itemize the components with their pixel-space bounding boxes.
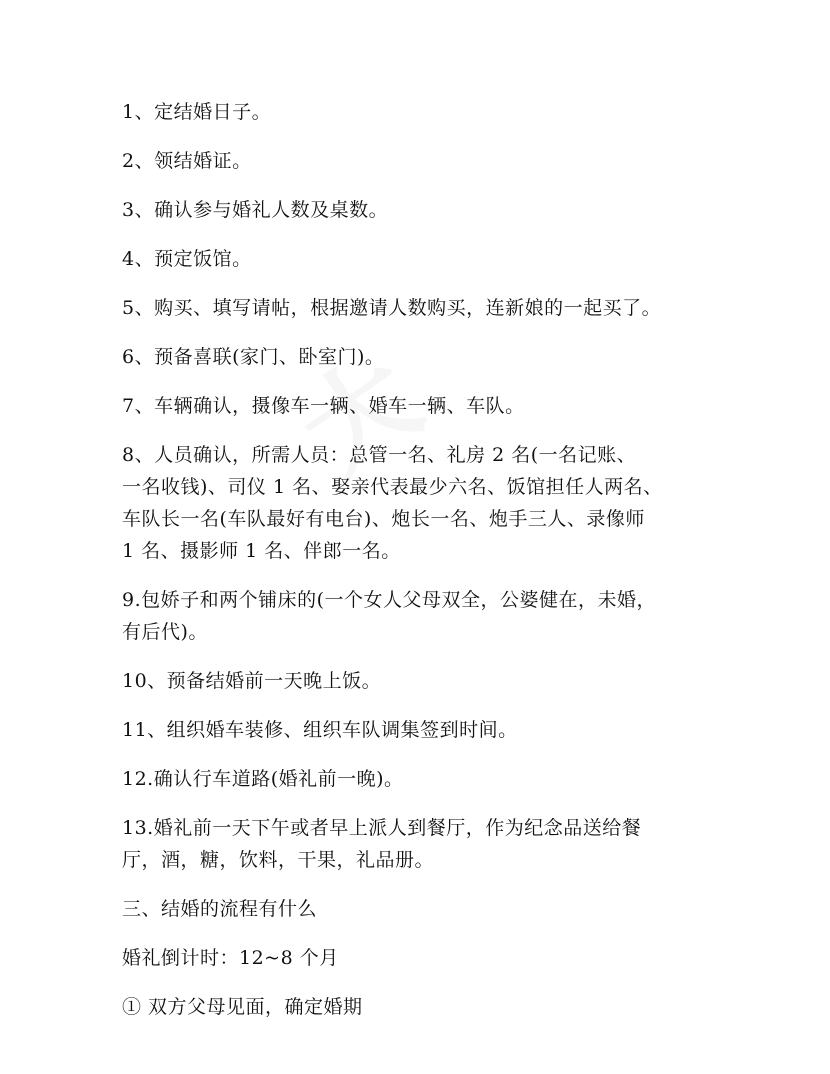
text-line: 1、定结婚日子。	[122, 101, 272, 123]
paragraph	[122, 665, 732, 697]
paragraph	[122, 714, 732, 746]
paragraph	[122, 812, 732, 876]
text-line: 三、结婚的流程有什么	[122, 898, 318, 920]
text-line: 12.确认行车道路(婚礼前一晚)。	[122, 768, 404, 790]
text-line: ① 双方父母见面，确定婚期	[122, 996, 363, 1018]
paragraph	[122, 893, 732, 925]
text-line: 3、确认参与婚礼人数及桌数。	[122, 199, 389, 221]
document-body	[122, 96, 732, 1040]
text-line: 11、组织婚车装修、组织车队调集签到时间。	[122, 719, 518, 741]
text-line: 9.包娇子和两个铺床的(一个女人父母双全，公婆健在，未婚，	[122, 589, 657, 611]
text-line: 1 名、摄影师 1 名、伴郎一名。	[122, 540, 401, 562]
paragraph	[122, 991, 732, 1023]
text-line: 5、购买、填写请帖，根据邀请人数购买，连新娘的一起买了。	[122, 297, 662, 319]
text-line: 厅，酒，糖，饮料，干果，礼品册。	[122, 849, 435, 871]
paragraph	[122, 145, 732, 177]
paragraph	[122, 390, 732, 422]
text-line: 一名收钱)、司仪 1 名、娶亲代表最少六名、饭馆担任人两名、	[122, 476, 663, 498]
text-line: 车队长一名(车队最好有电台)、炮长一名、炮手三人、录像师	[122, 508, 645, 530]
paragraph	[122, 341, 732, 373]
text-line: 婚礼倒计时：12~8 个月	[122, 947, 339, 969]
text-line: 8、人员确认，所需人员：总管一名、礼房 2 名(一名记账、	[122, 444, 637, 466]
paragraph	[122, 194, 732, 226]
text-line: 6、预备喜联(家门、卧室门)。	[122, 346, 385, 368]
text-line: 2、领结婚证。	[122, 150, 252, 172]
paragraph	[122, 584, 732, 648]
paragraph	[122, 96, 732, 128]
paragraph	[122, 439, 732, 567]
paragraph	[122, 942, 732, 974]
text-line: 10、预备结婚前一天晚上饭。	[122, 670, 382, 692]
text-line: 有后代)。	[122, 621, 208, 643]
text-line: 4、预定饭馆。	[122, 248, 252, 270]
paragraph	[122, 292, 732, 324]
paragraph	[122, 763, 732, 795]
text-line: 7、车辆确认，摄像车一辆、婚车一辆、车队。	[122, 395, 525, 417]
paragraph	[122, 243, 732, 275]
text-line: 13.婚礼前一天下午或者早上派人到餐厅，作为纪念品送给餐	[122, 817, 642, 839]
